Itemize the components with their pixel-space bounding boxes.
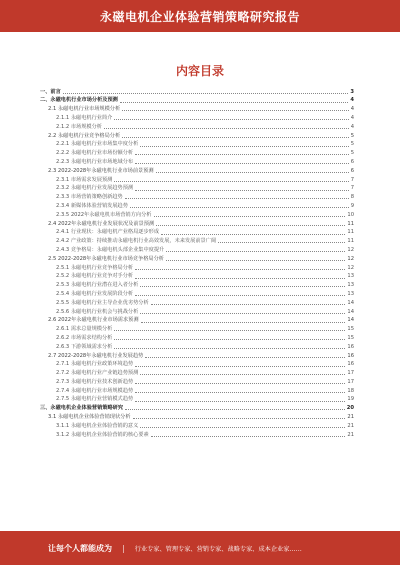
toc-entry[interactable] (40, 368, 354, 377)
toc-leader-dots (125, 409, 345, 410)
toc-entry[interactable] (40, 403, 354, 412)
toc-page-number: 5 (350, 141, 354, 148)
toc-page-number: 17 (347, 378, 354, 385)
toc-entry-text: 2.6 2022年永磁电机行业市场需求预测 (48, 317, 139, 324)
toc-entry-text: 2.6.1 需求总量规模分析 (56, 326, 113, 333)
toc-entry-text: 2.2 永磁电机行业竞争格局分析 (48, 132, 121, 139)
toc-leader-dots (114, 348, 345, 349)
toc-entry-text: 2.5.5 永磁电机行业主导企业优劣势分析 (56, 299, 149, 306)
footer-separator: | (122, 543, 125, 553)
toc-entry-text: 2.5.4 永磁电机行业发展阶段分析 (56, 290, 134, 297)
toc-leader-dots (156, 172, 349, 173)
toc-entry[interactable] (40, 315, 354, 324)
toc-entry[interactable] (40, 288, 354, 297)
toc-entry-text: 2.3 2022-2028年永磁电机行业市场前景预测 (48, 167, 154, 174)
toc-page-number: 7 (350, 176, 354, 183)
toc-entry-text: 2.3.2 永磁电机行业发展趋势预测 (56, 185, 134, 192)
toc-entry-text: 2.2.3 永磁电机行业市场地域分布 (56, 158, 134, 165)
footer-slogan: 让每个人都能成为 (48, 543, 112, 553)
toc-entry-text: 2.5.3 永磁电机行业潜在进入者分析 (56, 282, 139, 289)
toc-page-number: 14 (347, 317, 354, 324)
toc-leader-dots (135, 366, 345, 367)
toc-page-number: 17 (347, 370, 354, 377)
toc-leader-dots (135, 154, 349, 155)
toc-entry-text: 2.4.2 产业政策：持续推动永磁电机行业高效发展，未来发展前景广阔 (56, 238, 217, 245)
toc-leader-dots (114, 339, 345, 340)
toc-heading: 内容目录 (175, 64, 224, 78)
toc-entry[interactable] (40, 324, 354, 333)
toc-page-number: 4 (350, 123, 354, 130)
toc-page-number: 14 (347, 299, 354, 306)
toc-leader-dots (122, 137, 349, 138)
report-title: 永磁电机企业体验营销策略研究报告 (99, 9, 300, 24)
toc-leader-dots (135, 163, 349, 164)
toc-leader-dots (145, 357, 345, 358)
toc-page-number: 15 (347, 334, 354, 341)
toc-leader-dots (130, 207, 349, 208)
toc-entry[interactable] (40, 341, 354, 350)
toc-entry-text: 二、永磁电机行业市场分析及预测 (40, 97, 118, 104)
toc-entry[interactable] (40, 183, 354, 192)
toc-entry-text: 2.4.1 行业现状：永磁电机产业格局逐步形成 (56, 229, 160, 236)
toc-page-number: 13 (347, 282, 354, 289)
toc-page-number: 4 (350, 97, 354, 104)
toc-leader-dots (140, 286, 345, 287)
toc-entry-text: 2.3.4 新媒体体验营销发展趋势 (56, 202, 128, 209)
toc-page-number: 16 (347, 343, 354, 350)
toc-leader-dots (166, 251, 345, 252)
toc-entry-text: 一、前言 (40, 88, 61, 95)
toc-entry[interactable] (40, 112, 354, 121)
toc-entry-text: 2.7.3 永磁电机行业技术创新趋势 (56, 378, 134, 385)
toc-leader-dots (114, 181, 348, 182)
toc-leader-dots (135, 269, 345, 270)
toc-leader-dots (135, 190, 349, 191)
toc-entry-text: 2.5 2022-2028年永磁电机行业市场竞争格局分析 (48, 255, 164, 262)
toc-entry[interactable] (40, 411, 354, 420)
toc-entry[interactable] (40, 359, 354, 368)
toc-entry-text: 2.7.2 永磁电机行业产业链趋势预测 (56, 370, 139, 377)
toc-page-number: 16 (347, 352, 354, 359)
toc-entry-text: 3.1.1 永磁电机企业体验营销的意义 (56, 422, 139, 429)
toc-entry[interactable] (40, 227, 354, 236)
toc-entry-text: 2.3.1 市场需求发展预测 (56, 176, 113, 183)
toc-leader-dots (122, 110, 349, 111)
toc-entry[interactable] (40, 385, 354, 394)
toc-leader-dots (104, 128, 349, 129)
toc-page-number: 4 (350, 114, 354, 121)
toc-page-number: 13 (347, 290, 354, 297)
toc-page-number: 21 (347, 414, 354, 421)
toc-page-number: 18 (347, 387, 354, 394)
toc-leader-dots (135, 392, 345, 393)
toc-page-number: 11 (347, 229, 354, 236)
toc-leader-dots (156, 225, 345, 226)
toc-leader-dots (135, 401, 345, 402)
toc-leader-dots (125, 198, 349, 199)
toc-page-number: 12 (347, 264, 354, 271)
toc-page-number: 12 (347, 246, 354, 253)
toc-entry[interactable] (40, 280, 354, 289)
toc-entry[interactable] (40, 148, 354, 157)
toc-leader-dots (154, 216, 346, 217)
toc-leader-dots (218, 242, 345, 243)
toc-entry[interactable] (40, 244, 354, 253)
toc-entry[interactable] (40, 130, 354, 139)
toc-entry-text: 2.6.2 市场需求结构分析 (56, 334, 113, 341)
toc-page-number: 12 (347, 255, 354, 262)
toc-leader-dots (140, 427, 345, 428)
toc-leader-dots (140, 146, 348, 147)
toc-entry[interactable] (40, 156, 354, 165)
toc-leader-dots (161, 234, 345, 235)
toc-entry[interactable] (40, 394, 354, 403)
toc-entry[interactable] (40, 165, 354, 174)
toc-page-number: 3 (350, 88, 354, 95)
toc-page-number: 20 (346, 405, 354, 412)
toc-entry-text: 2.1.1 永磁电机行业简介 (56, 114, 113, 121)
toc-page-number: 7 (350, 185, 354, 192)
toc-entry[interactable] (40, 271, 354, 280)
toc-page-number: 6 (350, 167, 354, 174)
toc-page-number: 14 (347, 308, 354, 315)
toc-entry-text: 三、永磁电机企业体验营销策略研究 (40, 405, 124, 412)
toc-leader-dots (141, 322, 346, 323)
toc-entry-text: 2.4.3 竞争格局：永磁电机头部企业集中度提升 (56, 246, 165, 253)
toc-entry[interactable] (40, 236, 354, 245)
report-footer (0, 531, 400, 565)
toc-entry[interactable] (40, 297, 354, 306)
toc-entry[interactable] (40, 350, 354, 359)
toc-entry[interactable] (40, 209, 354, 218)
toc-page-number: 4 (350, 106, 354, 113)
toc-page-number: 19 (347, 396, 354, 403)
toc-page-number: 11 (347, 238, 354, 245)
toc-leader-dots (114, 330, 345, 331)
report-header (0, 0, 400, 32)
toc-page-number: 15 (347, 326, 354, 333)
toc-leader-dots (120, 102, 349, 103)
toc-leader-dots (151, 436, 346, 437)
toc-entry-text: 2.1.2 市场规模分析 (56, 123, 102, 130)
toc-entry-text: 2.7.1 永磁电机行业政策环境趋势 (56, 361, 134, 368)
toc-page-number: 9 (350, 202, 354, 209)
toc-entry-text: 2.3.5 2022年永磁电机市场营销方向分析 (56, 211, 152, 218)
toc-entry[interactable] (40, 332, 354, 341)
footer-experts: 行业专家、管理专家、营销专家、战略专家、成本企业家…… (134, 545, 302, 553)
toc-entry[interactable] (40, 121, 354, 130)
toc-leader-dots (140, 374, 345, 375)
toc-entry[interactable] (40, 253, 354, 262)
toc-entry-text: 2.4 2022年永磁电机行业发展状况及前景预测 (48, 220, 155, 227)
toc-entry-text: 2.7.5 永磁电机行业营销模式趋势 (56, 396, 134, 403)
toc-page-number: 21 (347, 431, 354, 438)
toc-entry-text: 2.1 永磁电机行业市场规模分析 (48, 106, 121, 113)
toc-entry[interactable] (40, 200, 354, 209)
toc-entry[interactable] (40, 376, 354, 385)
toc-page-number: 5 (350, 150, 354, 157)
toc-entry[interactable] (40, 139, 354, 148)
toc-entry-text: 2.7.4 永磁电机行业市场规模趋势 (56, 387, 134, 394)
toc-page-number: 13 (347, 273, 354, 280)
table-of-contents (40, 86, 354, 438)
toc-entry[interactable] (40, 218, 354, 227)
toc-leader-dots (151, 304, 346, 305)
toc-page-number: 6 (350, 158, 354, 165)
toc-page-number: 10 (347, 211, 354, 218)
toc-entry-text: 3.1.2 永磁电机企业体验营销的核心要素 (56, 431, 149, 438)
toc-leader-dots (133, 418, 346, 419)
toc-entry[interactable] (40, 95, 354, 104)
toc-entry-text: 3.1 永磁电机企业体验营销现状分析 (48, 414, 131, 421)
toc-entry[interactable] (40, 420, 354, 429)
toc-page-number: 5 (350, 132, 354, 139)
toc-leader-dots (135, 278, 345, 279)
toc-entry[interactable] (40, 174, 354, 183)
toc-entry[interactable] (40, 262, 354, 271)
toc-entry[interactable] (40, 104, 354, 113)
toc-page-number: 8 (350, 194, 354, 201)
toc-entry[interactable] (40, 192, 354, 201)
toc-page-number: 21 (347, 422, 354, 429)
toc-entry[interactable] (40, 429, 354, 438)
toc-entry-text: 2.5.6 永磁电机行业机会与挑战分析 (56, 308, 139, 315)
toc-entry-text: 2.5.2 永磁电机行业竞争对手分析 (56, 273, 134, 280)
toc-leader-dots (114, 119, 348, 120)
toc-page-number: 11 (347, 220, 354, 227)
toc-page-number: 16 (347, 361, 354, 368)
toc-entry-text: 2.2.1 永磁电机行业市场集中度分析 (56, 141, 139, 148)
toc-leader-dots (166, 260, 345, 261)
toc-entry[interactable] (40, 86, 354, 95)
toc-entry-text: 2.2.2 永磁电机行业市场份额分析 (56, 150, 134, 157)
toc-leader-dots (63, 93, 349, 94)
toc-entry[interactable] (40, 306, 354, 315)
toc-entry-text: 2.3.3 市场营销策略创新趋势 (56, 194, 123, 201)
toc-leader-dots (140, 313, 345, 314)
toc-entry-text: 2.5.1 永磁电机行业竞争格局分析 (56, 264, 134, 271)
toc-entry-text: 2.6.3 下游领域需求分析 (56, 343, 113, 350)
toc-leader-dots (135, 383, 345, 384)
toc-entry-text: 2.7 2022-2028年永磁电机行业发展趋势 (48, 352, 144, 359)
toc-leader-dots (135, 295, 345, 296)
